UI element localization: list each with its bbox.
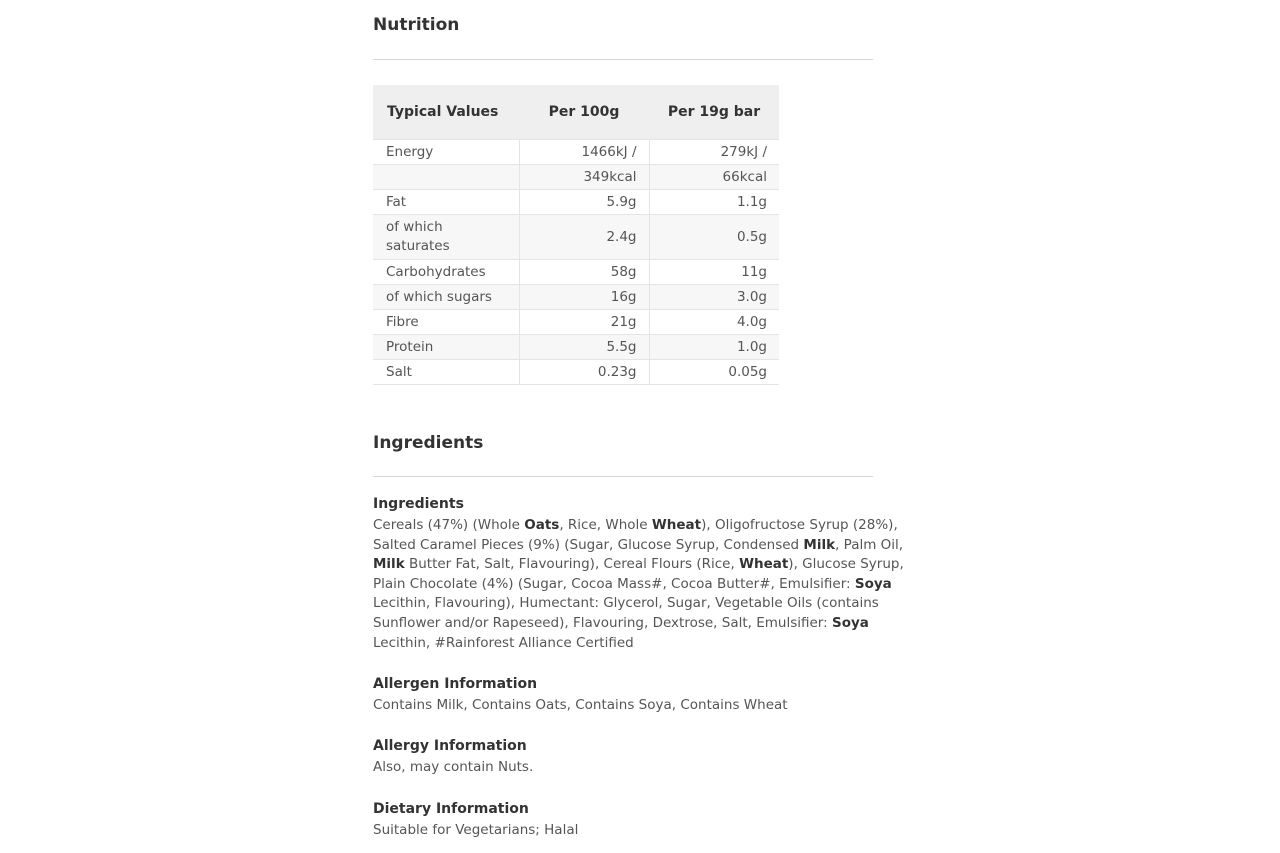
nutrition-title: Nutrition [373, 15, 460, 35]
ingredients-text-segment: , Palm Oil, [835, 536, 904, 553]
row-label: Carbohydrates [373, 260, 519, 285]
allergen-highlight: Soya [854, 575, 892, 592]
row-per-bar: 1.1g [649, 190, 779, 215]
row-label: Fibre [373, 310, 519, 335]
column-header-per-bar: Per 19g bar [649, 85, 779, 140]
row-label: of which saturates [373, 215, 519, 260]
allergen-highlight: Milk [373, 556, 405, 573]
divider [373, 476, 873, 477]
table-row [373, 260, 779, 285]
row-per-bar: 1.0g [649, 335, 779, 360]
dietary-heading: Dietary Information [373, 801, 529, 817]
table-row [373, 310, 779, 335]
row-label: Energy [373, 140, 519, 165]
row-per-100g: 0.23g [519, 360, 649, 385]
allergy-block [373, 736, 913, 778]
ingredients-text-segment: Butter Fat, Salt, Flavouring), Cereal Flours (Rice, [404, 556, 740, 573]
dietary-block [373, 799, 913, 841]
row-per-100g: 2.4g [519, 215, 649, 260]
table-header-row [373, 85, 779, 140]
row-per-100g: 5.9g [519, 190, 649, 215]
ingredients-text-segment: , Rice, Whole [559, 517, 652, 533]
row-label: Fat [373, 190, 519, 215]
allergen-highlight: Oats [524, 517, 560, 533]
ingredients-text-segment: Lecithin, Flavouring), Humectant: Glycerol, Sugar, Vegetable Oils (contains Sunflower and/or Rapeseed), Flavouring, Dextrose, Salt, Emulsifier: [373, 595, 879, 631]
row-label: Protein [373, 335, 519, 360]
row-per-100g: 5.5g [519, 335, 649, 360]
column-header-typical-values: Typical Values [373, 85, 519, 140]
table-row [373, 165, 779, 190]
allergy-text: Also, may contain Nuts. [373, 759, 534, 775]
ingredients-section-title: Ingredients [373, 433, 484, 453]
allergen-heading: Allergen Information [373, 676, 538, 692]
allergy-heading: Allergy Information [373, 738, 527, 754]
row-per-100g: 349kcal [519, 165, 649, 190]
table-row [373, 285, 779, 310]
row-per-100g: 1466kJ / [519, 140, 649, 165]
row-per-bar: 4.0g [649, 310, 779, 335]
ingredients-heading: Ingredients [373, 496, 464, 512]
row-per-bar: 11g [649, 260, 779, 285]
ingredients-text [373, 516, 913, 653]
ingredients-block [373, 494, 913, 653]
row-label: of which sugars [373, 285, 519, 310]
row-per-100g: 21g [519, 310, 649, 335]
row-per-bar: 279kJ / [649, 140, 779, 165]
row-label: Salt [373, 360, 519, 385]
allergen-highlight: Soya [831, 614, 869, 631]
allergen-highlight: Milk [803, 536, 836, 553]
dietary-text: Suitable for Vegetarians; Halal [373, 822, 579, 838]
ingredients-text-segment: ), Oligofructose Syrup (28%), Salted Caramel Pieces (9%) (Sugar, Glucose Syrup, Condensed [373, 517, 898, 553]
row-label [373, 165, 519, 190]
ingredients-text-segment: Lecithin, #Rainforest Alliance Certified [373, 634, 634, 651]
ingredients-text-segment: Cereals (47%) (Whole [373, 517, 525, 533]
divider [373, 59, 873, 60]
allergen-highlight: Wheat [739, 556, 789, 573]
table-row [373, 360, 779, 385]
column-header-per-100g: Per 100g [519, 85, 649, 140]
table-row [373, 190, 779, 215]
row-per-100g: 16g [519, 285, 649, 310]
nutrition-table [373, 85, 779, 385]
row-per-bar: 66kcal [649, 165, 779, 190]
row-per-bar: 3.0g [649, 285, 779, 310]
table-row [373, 140, 779, 165]
table-row [373, 215, 779, 260]
ingredients-text-segment: ), Glucose Syrup, Plain Chocolate (4%) (Sugar, Cocoa Mass#, Cocoa Butter#, Emulsifier: [373, 556, 904, 592]
table-row [373, 335, 779, 360]
allergen-block [373, 674, 913, 716]
allergen-highlight: Wheat [651, 517, 702, 533]
row-per-bar: 0.5g [649, 215, 779, 260]
row-per-100g: 58g [519, 260, 649, 285]
allergen-text: Contains Milk, Contains Oats, Contains Soya, Contains Wheat [373, 697, 788, 713]
row-per-bar: 0.05g [649, 360, 779, 385]
